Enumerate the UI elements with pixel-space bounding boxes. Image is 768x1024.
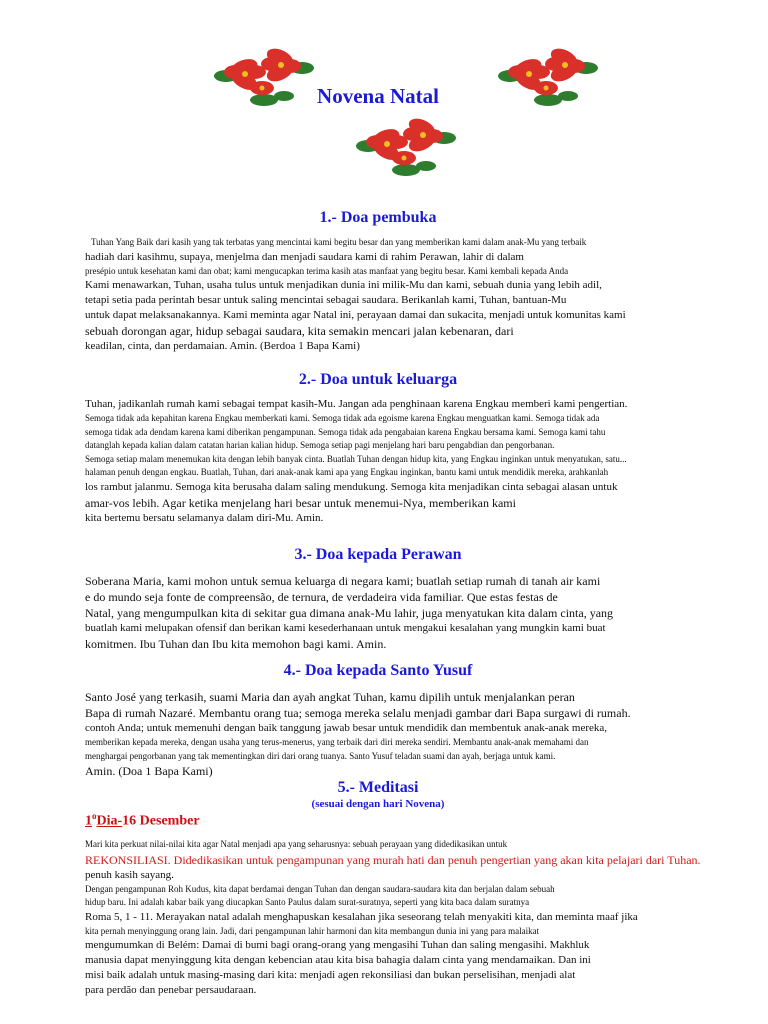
text-line: keadilan, cinta, dan perdamaian. Amin. (Berdoa 1 Bapa Kami) <box>85 340 360 352</box>
text-line: Santo José yang terkasih, suami Maria dan ayah angkat Tuhan, kamu dipilih untuk menjalankan peran <box>85 690 575 704</box>
section-heading: 3.- Doa kepada Perawan <box>294 546 462 563</box>
text-line: Roma 5, 1 - 11. Merayakan natal adalah menghapuskan kesalahan jika seseorang telah menyakiti kita, dan meminta maaf jika <box>85 910 638 923</box>
section-body <box>85 689 660 779</box>
text-line: contoh Anda; untuk memenuhi dengan baik tanggung jawab besar untuk mendidik dan membentuk anak-anak mereka, <box>85 722 608 734</box>
text-line: mengumumkan di Belém: Damai di bumi bagi orang-orang yang mengasihi Tuhan dan saling mengasihi. Makhluk <box>85 939 590 951</box>
text-line: amar-vos lebih. Agar ketika menjelang hari besar untuk menemui-Nya, memberikan kami <box>85 495 516 510</box>
highlight-line: REKONSILIASI. Didedikasikan untuk pengampunan yang murah hati dan penuh pengertian yang akan kita pelajari dari Tuhan. <box>85 852 701 867</box>
text-line: buatlah kami melupakan ofensif dan berikan kami kesederhanaan untuk mengakui kesalahan yang mungkin kami buat <box>85 622 606 634</box>
section-heading: 1.- Doa pembuka <box>319 209 437 226</box>
text-line: Semoga tidak ada kepahitan karena Engkau memberkati kami. Semoga tidak ada egoisme karena Engkau menguatkan kami. Semoga tidak ada <box>85 413 600 423</box>
text-line: kita bertemu bersatu selamanya dalam diri-Mu. Amin. <box>85 511 324 524</box>
text-line: penuh kasih sayang. <box>85 868 174 881</box>
text-line: datanglah kepada kalian dalam catatan harian kalian hidup. Semoga setiap pagi menjelang hari baru pengabdian dan pengorbanan. <box>85 440 555 450</box>
day-date: 16 Desember <box>122 813 200 829</box>
text-line: hadiah dari kasihmu, supaya, menjelma dan menjadi saudara kami di rahim Perawan, lahir di dalam <box>85 250 524 263</box>
section-body <box>85 236 660 354</box>
text-line: komitmen. Ibu Tuhan dan Ibu kita memohon bagi kami. Amin. <box>85 637 387 651</box>
page-title: Novena Natal <box>317 84 439 108</box>
text-line: Dengan pengampunan Roh Kudus, kita dapat berdamai dengan Tuhan dan dengan saudara-saudara kita dan berjalan dalam sebuah <box>85 883 555 894</box>
text-line: Tuhan, jadikanlah rumah kami sebagai tempat kasih-Mu. Jangan ada penghinaan karena Engkau memberi kami pengertian. <box>85 398 628 410</box>
text-line: sebuah dorongan agar, hidup sebagai saudara, kita semakin mencari jalan kebenaran, dari <box>85 324 514 338</box>
text-line: presépio untuk kesehatan kami dan obat; kami mengucapkan terima kasih atas manfaat yang begitu besar. Kami kembali kepada Anda <box>85 265 569 276</box>
text-line: Semoga setiap malam menemukan kita dengan lebih banyak cinta. Buatlah Tuhan dengan hidup kita, yang Engkau inginkan untuk menyatukan, satu... <box>85 453 627 464</box>
text-line: Kami menawarkan, Tuhan, usaha tulus untuk menjadikan dunia ini milik-Mu dan kami, sebuah dunia yang lebih adil, <box>85 279 602 291</box>
text-line: menghargai pengorbanan yang tak mementingkan diri dari orang tuanya. Santo Yusuf teladan suami dan ayah, berjaga untuk kami. <box>85 750 556 761</box>
text-line: memberikan kepada mereka, dengan usaha yang terus-menerus, yang terbaik dari diri mereka sendiri. Membantu anak-anak memahami dan <box>85 737 589 747</box>
text-line: hidup baru. Ini adalah kabar baik yang diucapkan Santo Paulus dalam surat-suratnya, seperti yang kita baca dalam suratnya <box>85 897 530 907</box>
text-line: manusia dapat menyinggung kita dengan kebencian atau kita bisa bahagia dalam cinta yang mendamaikan. Dan ini <box>85 954 591 966</box>
text-line: Tuhan Yang Baik dari kasih yang tak terbatas yang mencintai kami begitu besar dan yang memberikan kami dalam anak-Mu yang terbaik <box>91 237 587 247</box>
text-line: halaman penuh dengan engkau. Buatlah, Tuhan, dari anak-anak kami apa yang Engkau inginkan, bantu kami untuk mendidik mereka, arahkanlah <box>85 467 609 477</box>
section-heading: 4.- Doa kepada Santo Yusuf <box>283 662 473 679</box>
text-line: misi baik adalah untuk masing-masing dari kita: menjadi agen rekonsiliasi dan bukan perselisihan, menjadi alat <box>85 969 576 981</box>
section-body <box>85 573 660 652</box>
text-line: semoga tidak ada dendam karena kami diberikan pengampunan. Semoga tidak ada pengabaian karena Engkau bersama kami. Semoga kami tahu <box>85 426 606 437</box>
section-heading: 5.- Meditasi <box>337 779 419 796</box>
text-line: para perdão dan penebar persaudaraan. <box>85 984 257 996</box>
poinsettia-icon <box>356 108 456 178</box>
section-subheading: (sesuai dengan hari Novena) <box>311 798 445 810</box>
section-body <box>85 838 745 998</box>
text-line: Natal, yang mengumpulkan kita di sekitar gua dimana anak-Mu lahir, juga menyatukan kita dalam cinta, yang <box>85 606 614 620</box>
section-body <box>85 397 660 526</box>
day-superscript: o <box>92 811 97 821</box>
text-line: untuk dapat melaksanakannya. Kami meminta agar Natal ini, perayaan damai dan sukacita, menjadi untuk komunitas kami <box>85 309 626 321</box>
section-heading: 2.- Doa untuk keluarga <box>298 371 458 388</box>
text-line: Bapa di rumah Nazaré. Membantu orang tua; semoga mereka selalu menjadi gambar dari Bapa surgawi di rumah. <box>85 706 631 720</box>
text-line: los rambut jalanmu. Semoga kita berusaha dalam saling mendukung. Semoga kita menjadikan cinta sebagai alasan untuk <box>85 480 618 493</box>
day-heading <box>85 811 200 830</box>
text-line: Soberana Maria, kami mohon untuk semua keluarga di negara kami; buatlah setiap rumah di tanah air kami <box>85 574 601 588</box>
day-prefix: 1 <box>85 813 92 829</box>
text-line: Mari kita perkuat nilai-nilai kita agar Natal menjadi apa yang seharusnya: sebuah perayaan yang didedikasikan untuk <box>85 839 508 849</box>
text-line: tetapi setia pada perintah besar untuk saling mencintai sebagai saudara. Berikanlah kami, Tuhan, bantuan-Mu <box>85 294 567 306</box>
day-link[interactable]: Dia- <box>96 813 123 829</box>
text-line: e do mundo seja fonte de compreensão, de ternura, de verdadeira vida familiar. Que estas festas de <box>85 590 558 604</box>
text-line: Amin. (Doa 1 Bapa Kami) <box>85 764 213 778</box>
text-line: kita pernah menyinggung orang lain. Jadi, dari pengampunan lahir harmoni dan kita membangun dunia ini yang para malaikat <box>85 925 540 936</box>
